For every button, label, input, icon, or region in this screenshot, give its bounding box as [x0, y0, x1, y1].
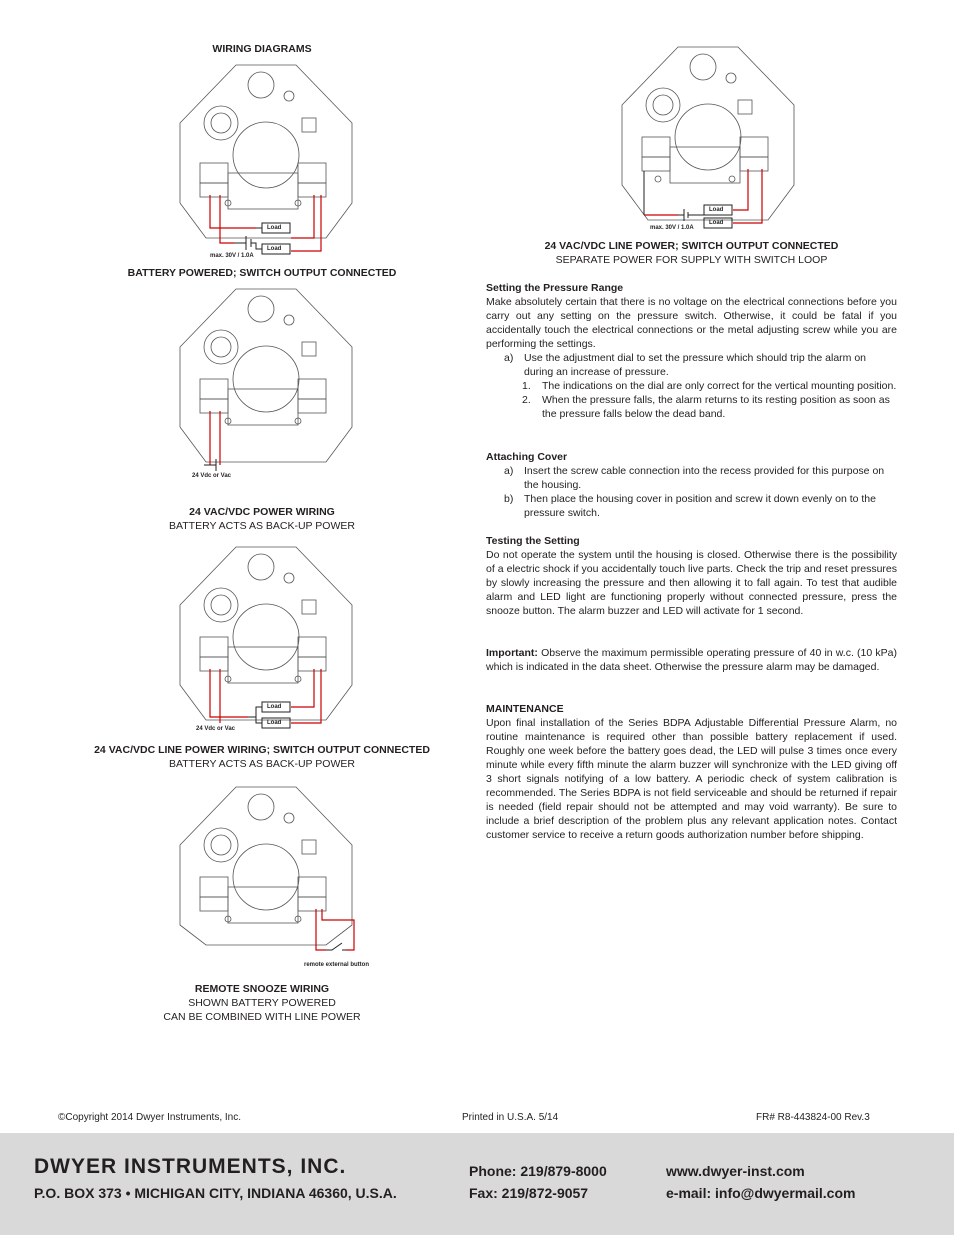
section-testing — [486, 534, 897, 618]
company-name: DWYER INSTRUMENTS, INC. — [34, 1155, 347, 1178]
section-important — [486, 646, 897, 674]
load-label: Load — [267, 704, 282, 710]
list-text: Then place the housing cover in position and screw it down evenly on to the pressure switch. — [524, 493, 876, 519]
diagram-caption — [110, 982, 414, 1024]
caption-title: 24 VAC/VDC LINE POWER WIRING; SWITCH OUTPUT CONNECTED — [94, 744, 430, 756]
list-marker: a) — [504, 352, 514, 364]
list-item — [486, 464, 897, 492]
wiring-diagrams-heading: WIRING DIAGRAMS — [212, 43, 312, 55]
list-text: Insert the screw cable connection into the recess provided for this purpose on the housing. — [524, 465, 885, 491]
caption-sub: BATTERY ACTS AS BACK-UP POWER — [169, 520, 355, 532]
important-label: Important: — [486, 647, 538, 659]
caption-title: 24 VAC/VDC LINE POWER; SWITCH OUTPUT CONNECTED — [544, 240, 839, 252]
list-marker: 2. — [522, 394, 531, 406]
important-text: Observe the maximum permissible operating pressure of 40 in w.c. (10 kPa) which is indicated in the data sheet. Otherwise the pressure alarm may be damaged. — [486, 647, 897, 673]
caption-title: BATTERY POWERED; SWITCH OUTPUT CONNECTED — [127, 267, 397, 279]
company-address: P.O. BOX 373 • MICHIGAN CITY, INDIANA 46360, U.S.A. — [34, 1185, 397, 1201]
load-label: Load — [267, 246, 282, 252]
rating-label: max. 30V / 1.0A — [210, 253, 254, 259]
wiring-diagram-remote-snooze — [176, 785, 376, 975]
caption-sub: CAN BE COMBINED WITH LINE POWER — [163, 1011, 361, 1023]
button-label: remote external button — [304, 962, 370, 968]
caption-sub: SEPARATE POWER FOR SUPPLY WITH SWITCH LOOP — [555, 254, 828, 266]
section-title: Setting the Pressure Range — [486, 282, 624, 294]
email-link[interactable]: e-mail: info@dwyermail.com — [666, 1185, 856, 1201]
list-text: When the pressure falls, the alarm returns to its resting position as soon as the pressure falls below the dead band. — [542, 394, 890, 420]
wiring-diagram-24v-line-switch — [176, 545, 356, 745]
section-title: Testing the Setting — [486, 535, 580, 547]
list-marker: a) — [504, 465, 514, 477]
form-number: FR# R8-443824-00 Rev.3 — [756, 1112, 870, 1123]
section-maintenance — [486, 702, 897, 842]
load-label: Load — [267, 225, 282, 231]
diagram-caption — [486, 239, 897, 267]
copyright: ©Copyright 2014 Dwyer Instruments, Inc. — [58, 1112, 241, 1123]
diagram-caption — [110, 505, 414, 533]
section-paragraph: Do not operate the system until the housing is closed. Otherwise there is the possibility of a electric shock if you accidentally touch live parts. Check the trip and reset pressures by slowly increasing the pressure and then allowing it to fall again. To test that audible alarm and LED light are functioning properly without connected pressure, press the snooze button. The alarm buzzer and LED will activate for 1 second. — [486, 549, 897, 617]
caption-title: 24 VAC/VDC POWER WIRING — [189, 506, 335, 518]
printed-info: Printed in U.S.A. 5/14 — [462, 1112, 559, 1123]
footer-band — [0, 1133, 954, 1235]
list-item — [486, 492, 897, 520]
supply-label: 24 Vdc or Vac — [192, 473, 232, 479]
section-attaching-cover — [486, 450, 897, 520]
diagram-caption — [70, 743, 454, 771]
rating-label: max. 30V / 1.0A — [650, 225, 694, 231]
section-title: MAINTENANCE — [486, 703, 564, 715]
wiring-diagram-battery-powered — [176, 63, 356, 263]
caption-sub: BATTERY ACTS AS BACK-UP POWER — [169, 758, 355, 770]
wiring-diagram-separate-power — [618, 45, 798, 235]
list-marker: 1. — [522, 380, 531, 392]
list-item — [486, 351, 897, 379]
list-text: Use the adjustment dial to set the pressure which should trip the alarm on during an increase of pressure. — [524, 352, 867, 378]
caption-title: REMOTE SNOOZE WIRING — [194, 983, 330, 995]
section-pressure-range — [486, 281, 897, 421]
load-label: Load — [709, 220, 724, 226]
caption-sub: SHOWN BATTERY POWERED — [188, 997, 336, 1009]
diagram-caption — [110, 266, 414, 280]
list-item — [486, 393, 897, 421]
list-item — [486, 379, 897, 393]
supply-label: 24 Vdc or Vac — [196, 726, 236, 732]
list-text: The indications on the dial are only correct for the vertical mounting position. — [542, 380, 897, 392]
section-paragraph: Make absolutely certain that there is no voltage on the electrical connections before you carry out any setting on the pressure switch. Otherwise, it could be fatal if you accidentally touch the electrical connections or the metal adjusting screw while you are performing the settings. — [486, 296, 897, 350]
wiring-diagram-24v-power — [176, 287, 356, 487]
load-label: Load — [267, 720, 282, 726]
phone-number: Phone: 219/879-8000 — [469, 1163, 607, 1179]
website-link[interactable]: www.dwyer-inst.com — [666, 1163, 805, 1179]
fax-number: Fax: 219/872-9057 — [469, 1185, 589, 1201]
list-marker: b) — [504, 493, 514, 505]
load-label: Load — [709, 207, 724, 213]
section-title: Attaching Cover — [486, 451, 568, 463]
section-paragraph: Upon final installation of the Series BDPA Adjustable Differential Pressure Alarm, no routine maintenance is required other than possible battery replacement if used. Roughly one week before the battery goes dead, the LED will pulse 3 times once every minute while every fifth minute the alarm buzzer will synchronize with the LED giving off 3 short signals notifying of a low battery. A periodic check of system calibration is recommended. The Series BDPA is not field serviceable and should be returned if repair is needed (field repair should not be attempted and may void warranty). Be sure to include a brief description of the problem plus any relevant application notes. Contact customer service to receive a return goods authorization number before shipping. — [486, 717, 897, 841]
